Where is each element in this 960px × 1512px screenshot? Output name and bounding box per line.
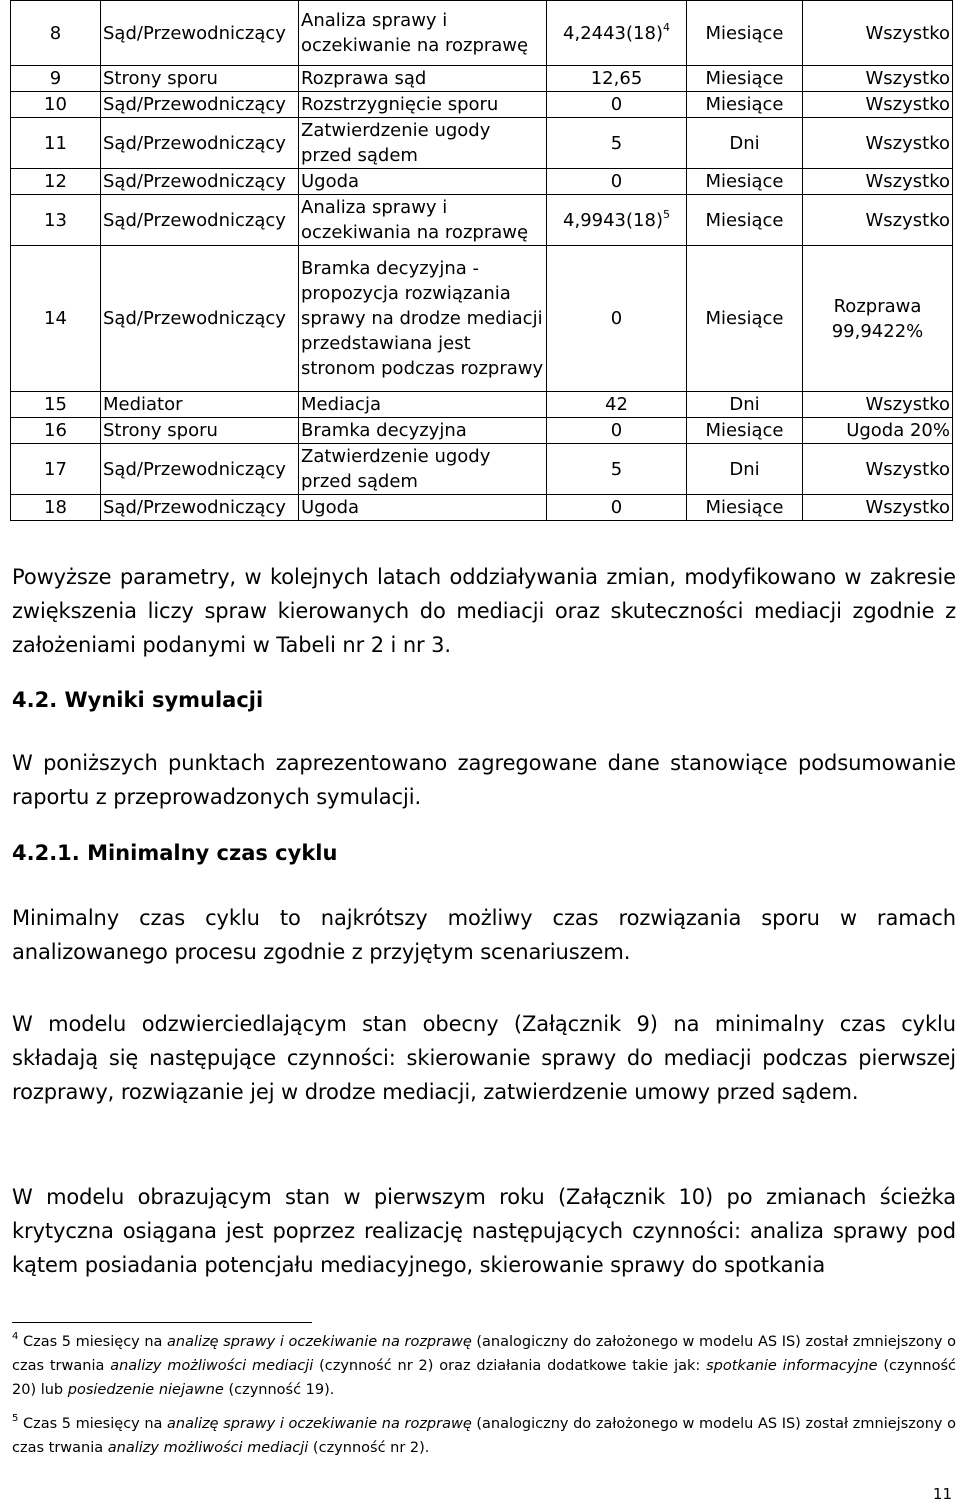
- duration-value-text: 4,2443(18): [563, 22, 663, 44]
- paragraph-current-model: W modelu odzwierciedlającym stan obecny (Załącznik 9) na minimalny czas cyklu składają się następujące czynności: skierowanie sprawy do mediacji podczas pierwszej rozprawy, rozwiązanie jej w drodze mediacji, zatwierdzenie umowy przed sądem.: [12, 1012, 956, 1104]
- table-row: [11, 92, 953, 118]
- scenario-cell: [803, 66, 953, 92]
- duration-value-text: 4,9943(18): [563, 209, 663, 231]
- row-number-text: 8: [49, 22, 62, 44]
- role-text: Sąd/Przewodniczący: [103, 497, 286, 518]
- scenario-text: Wszystko: [865, 22, 950, 44]
- role-cell: [101, 66, 299, 92]
- duration-value-cell: [547, 195, 687, 246]
- time-unit-text: Dni: [729, 394, 760, 415]
- activity-text: Ugoda: [301, 171, 360, 192]
- role-text: Sąd/Przewodniczący: [103, 308, 286, 329]
- footnote-4-text-1: Czas 5 miesięcy na: [18, 1334, 168, 1350]
- footnote-5: [12, 1412, 956, 1460]
- scenario-cell: [803, 418, 953, 444]
- time-unit-text: Miesiące: [705, 308, 784, 329]
- activity-cell: [299, 169, 547, 195]
- activity-text: Rozprawa sąd: [301, 68, 427, 89]
- scenario-cell: [803, 1, 953, 66]
- scenario-text: Wszystko: [865, 171, 950, 192]
- row-number-text: 18: [44, 497, 67, 518]
- table-row: [11, 246, 953, 392]
- duration-value-text: 0: [610, 308, 623, 329]
- row-number-text: 11: [44, 132, 67, 154]
- scenario-cell: [803, 92, 953, 118]
- scenario-text: Ugoda 20%: [846, 420, 950, 441]
- duration-value-cell: [547, 92, 687, 118]
- parameters-table-body: [11, 1, 953, 521]
- role-text: Mediator: [103, 394, 183, 415]
- time-unit-cell: [687, 92, 803, 118]
- row-number-cell: [11, 246, 101, 392]
- scenario-cell: [803, 118, 953, 169]
- activity-text: Zatwierdzenie ugody przed sądem: [301, 120, 491, 166]
- row-number-cell: [11, 195, 101, 246]
- footnote-5-italic-2: analizy możliwości mediacji: [107, 1440, 309, 1456]
- activity-cell: [299, 92, 547, 118]
- duration-value-text: 0: [610, 94, 623, 115]
- time-unit-cell: [687, 118, 803, 169]
- footnote-4-text-4: (czynność 20) lub: [12, 1358, 956, 1398]
- row-number-cell: [11, 418, 101, 444]
- duration-value-text: 42: [605, 394, 628, 415]
- duration-value-cell: [547, 392, 687, 418]
- activity-cell: [299, 495, 547, 521]
- role-cell: [101, 195, 299, 246]
- parameters-table: [10, 0, 953, 521]
- scenario-text: Wszystko: [865, 68, 950, 89]
- table-row: [11, 118, 953, 169]
- page-number: 11: [932, 1485, 952, 1503]
- table-row: [11, 195, 953, 246]
- time-unit-cell: [687, 444, 803, 495]
- activity-cell: [299, 392, 547, 418]
- scenario-text: Rozprawa 99,9422%: [831, 295, 924, 342]
- row-number-cell: [11, 92, 101, 118]
- parameters-table-wrapper: [10, 0, 952, 521]
- duration-value-cell: [547, 66, 687, 92]
- activity-text: Bramka decyzyjna - propozycja rozwiązania sprawy na drodze mediacji przedstawiana jest stronom podczas rozprawy: [301, 258, 544, 379]
- row-number-text: 13: [44, 209, 67, 231]
- duration-value-text: 5: [610, 132, 623, 154]
- time-unit-cell: [687, 169, 803, 195]
- time-unit-cell: [687, 418, 803, 444]
- footnote-4-italic-4: posiedzenie niejawne: [67, 1382, 224, 1398]
- footnote-4-text-2: (analogiczny do założonego w modelu AS IS) został zmniejszony o czas trwania: [12, 1334, 956, 1374]
- role-cell: [101, 1, 299, 66]
- table-row: [11, 392, 953, 418]
- duration-value-text: 0: [610, 497, 623, 518]
- time-unit-text: Dni: [729, 132, 760, 154]
- row-number-text: 14: [44, 308, 67, 329]
- activity-text: Mediacja: [301, 394, 381, 415]
- row-number-cell: [11, 495, 101, 521]
- footnote-4-italic-3: spotkanie informacyjne: [706, 1358, 878, 1374]
- row-number-text: 16: [44, 420, 67, 441]
- footnote-4-italic-1: analizę sprawy i oczekiwanie na rozprawę: [167, 1334, 472, 1350]
- activity-cell: [299, 195, 547, 246]
- time-unit-cell: [687, 495, 803, 521]
- duration-value-cell: [547, 246, 687, 392]
- scenario-cell: [803, 444, 953, 495]
- role-text: Sąd/Przewodniczący: [103, 22, 286, 44]
- time-unit-cell: [687, 1, 803, 66]
- footnote-4-text-3: (czynność nr 2) oraz działania dodatkowe takie jak:: [313, 1358, 707, 1374]
- role-cell: [101, 169, 299, 195]
- table-row: [11, 444, 953, 495]
- row-number-cell: [11, 169, 101, 195]
- activity-cell: [299, 118, 547, 169]
- duration-value-text: 0: [610, 420, 623, 441]
- role-text: Strony sporu: [103, 420, 218, 441]
- time-unit-cell: [687, 392, 803, 418]
- time-unit-text: Miesiące: [705, 94, 784, 115]
- role-cell: [101, 118, 299, 169]
- row-number-text: 12: [44, 171, 67, 192]
- activity-text: Ugoda: [301, 497, 360, 518]
- activity-text: Bramka decyzyjna: [301, 420, 467, 441]
- scenario-text: Wszystko: [865, 394, 950, 415]
- time-unit-cell: [687, 246, 803, 392]
- footnote-reference[interactable]: 5: [662, 207, 670, 221]
- row-number-cell: [11, 1, 101, 66]
- activity-cell: [299, 246, 547, 392]
- activity-text: Analiza sprawy i oczekiwania na rozprawę: [301, 197, 529, 243]
- table-row: [11, 66, 953, 92]
- row-number-cell: [11, 66, 101, 92]
- activity-text: Analiza sprawy i oczekiwanie na rozprawę: [301, 10, 529, 56]
- table-row: [11, 418, 953, 444]
- duration-value-cell: [547, 444, 687, 495]
- duration-value-cell: [547, 169, 687, 195]
- footnote-separator: [12, 1322, 312, 1323]
- footnote-5-mark: 5: [12, 1413, 19, 1424]
- row-number-cell: [11, 444, 101, 495]
- table-row: [11, 1, 953, 66]
- time-unit-text: Miesiące: [705, 68, 784, 89]
- time-unit-cell: [687, 66, 803, 92]
- activity-text: Rozstrzygnięcie sporu: [301, 94, 499, 115]
- footnote-5-text-2: (analogiczny do założonego w modelu AS IS) został zmniejszony o czas trwania: [12, 1416, 956, 1456]
- scenario-cell: [803, 495, 953, 521]
- role-text: Sąd/Przewodniczący: [103, 209, 286, 231]
- footnote-5-text-3: (czynność nr 2).: [308, 1440, 430, 1456]
- duration-value-cell: [547, 418, 687, 444]
- role-cell: [101, 444, 299, 495]
- time-unit-text: Dni: [729, 458, 760, 480]
- time-unit-text: Miesiące: [705, 171, 784, 192]
- activity-cell: [299, 444, 547, 495]
- duration-value-cell: [547, 495, 687, 521]
- footnote-4-text-5: (czynność 19).: [223, 1382, 335, 1398]
- footnote-5-italic-1: analizę sprawy i oczekiwanie na rozprawę: [167, 1416, 472, 1432]
- scenario-text: Wszystko: [865, 209, 950, 231]
- duration-value-text: 0: [610, 171, 623, 192]
- paragraph-summary-intro: W poniższych punktach zaprezentowano zagregowane dane stanowiące podsumowanie raportu z przeprowadzonych symulacji.: [12, 751, 956, 809]
- paragraph-first-year-model: W modelu obrazującym stan w pierwszym roku (Załącznik 10) po zmianach ścieżka krytyczna osiągana jest poprzez realizację następujących czynności: analiza sprawy pod kątem posiadania potencjału mediacyjnego, skierowanie sprawy do spotkania: [12, 1185, 956, 1277]
- scenario-cell: [803, 195, 953, 246]
- scenario-cell: [803, 169, 953, 195]
- activity-text: Zatwierdzenie ugody przed sądem: [301, 446, 491, 492]
- row-number-text: 9: [49, 68, 62, 89]
- scenario-text: Wszystko: [865, 458, 950, 480]
- time-unit-cell: [687, 195, 803, 246]
- section-heading-simulation-results: 4.2. Wyniki symulacji: [12, 688, 264, 712]
- duration-value-text: 5: [610, 458, 623, 480]
- scenario-text: Wszystko: [865, 132, 950, 154]
- duration-value-text: 12,65: [590, 68, 643, 89]
- role-cell: [101, 495, 299, 521]
- role-text: Sąd/Przewodniczący: [103, 94, 286, 115]
- time-unit-text: Miesiące: [705, 497, 784, 518]
- footnote-4-italic-2: analizy możliwości mediacji: [110, 1358, 314, 1374]
- role-cell: [101, 392, 299, 418]
- scenario-text: Wszystko: [865, 94, 950, 115]
- row-number-cell: [11, 392, 101, 418]
- role-text: Strony sporu: [103, 68, 218, 89]
- section-heading-minimal-cycle-time: 4.2.1. Minimalny czas cyklu: [12, 841, 338, 865]
- table-row: [11, 495, 953, 521]
- time-unit-text: Miesiące: [705, 420, 784, 441]
- footnote-5-text-1: Czas 5 miesięcy na: [18, 1416, 168, 1432]
- duration-value-cell: [547, 1, 687, 66]
- table-row: [11, 169, 953, 195]
- role-text: Sąd/Przewodniczący: [103, 458, 286, 480]
- row-number-cell: [11, 118, 101, 169]
- row-number-text: 17: [44, 458, 67, 480]
- scenario-cell: [803, 392, 953, 418]
- time-unit-text: Miesiące: [705, 22, 784, 44]
- footnote-4: [12, 1330, 956, 1402]
- paragraph-cycle-definition: Minimalny czas cyklu to najkrótszy możliwy czas rozwiązania sporu w ramach analizowanego procesu zgodnie z przyjętym scenariuszem.: [12, 906, 956, 964]
- paragraph-parameters-note: Powyższe parametry, w kolejnych latach oddziaływania zmian, modyfikowano w zakresie zwiększenia liczy spraw kierowanych do mediacji oraz skuteczności mediacji zgodnie z założeniami podanymi w Tabeli nr 2 i nr 3.: [12, 565, 956, 657]
- footnote-4-mark: 4: [12, 1331, 19, 1342]
- footnote-reference[interactable]: 4: [662, 20, 670, 34]
- scenario-cell: [803, 246, 953, 392]
- role-cell: [101, 418, 299, 444]
- activity-cell: [299, 418, 547, 444]
- time-unit-text: Miesiące: [705, 209, 784, 231]
- row-number-text: 15: [44, 394, 67, 415]
- role-cell: [101, 246, 299, 392]
- activity-cell: [299, 1, 547, 66]
- duration-value-cell: [547, 118, 687, 169]
- role-text: Sąd/Przewodniczący: [103, 171, 286, 192]
- scenario-text: Wszystko: [865, 497, 950, 518]
- role-text: Sąd/Przewodniczący: [103, 132, 286, 154]
- role-cell: [101, 92, 299, 118]
- row-number-text: 10: [44, 94, 67, 115]
- activity-cell: [299, 66, 547, 92]
